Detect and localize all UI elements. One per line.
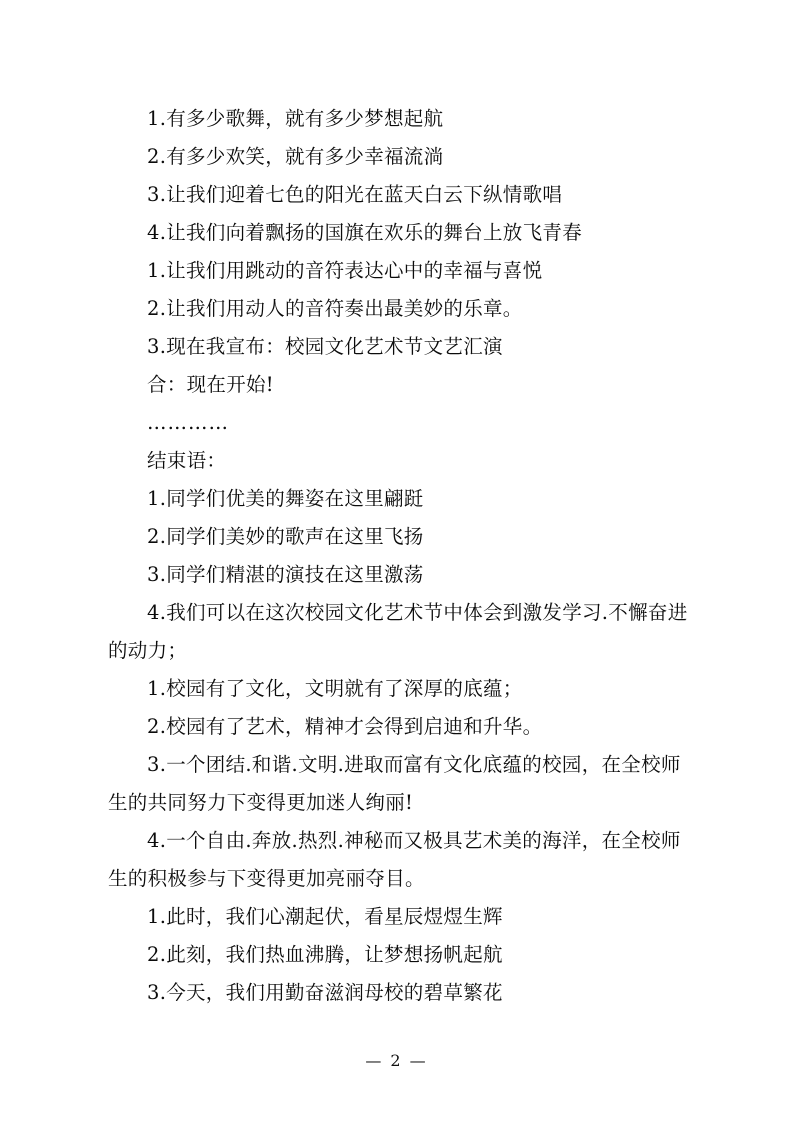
section-heading: 结束语：	[147, 449, 227, 472]
paragraph: 1.让我们用跳动的音符表达心中的幸福与喜悦	[147, 259, 543, 282]
paragraph: 1.有多少歌舞，就有多少梦想起航	[147, 107, 444, 130]
document-body	[108, 100, 688, 1012]
paragraph: 3.一个团结.和谐.文明.进取而富有文化底蕴的校园，在全校师生的共同努力下变得更加迷人绚丽!	[108, 753, 681, 814]
paragraph: 3.现在我宣布：校园文化艺术节文艺汇演	[147, 335, 503, 358]
paragraph: 4.我们可以在这次校园文化艺术节中体会到激发学习.不懈奋进的动力；	[108, 601, 688, 662]
page-number: — 2 —	[365, 1051, 428, 1070]
paragraph: 2.有多少欢笑，就有多少幸福流淌	[147, 145, 444, 168]
paragraph: 1.同学们优美的舞姿在这里翩跹	[147, 487, 424, 510]
paragraph: 2.此刻，我们热血沸腾，让梦想扬帆起航	[147, 943, 503, 966]
page-footer	[0, 1051, 793, 1070]
paragraph: 3.同学们精湛的演技在这里激荡	[147, 563, 424, 586]
paragraph: 3.让我们迎着七色的阳光在蓝天白云下纵情歌唱	[147, 183, 563, 206]
paragraph: 2.同学们美妙的歌声在这里飞扬	[147, 525, 424, 548]
ellipsis-line: …………	[147, 411, 229, 434]
paragraph: 1.校园有了文化，文明就有了深厚的底蕴；	[147, 677, 523, 700]
paragraph: 4.让我们向着飘扬的国旗在欢乐的舞台上放飞青春	[147, 221, 583, 244]
paragraph: 2.让我们用动人的音符奏出最美妙的乐章。	[147, 297, 523, 320]
paragraph: 1.此时，我们心潮起伏，看星辰煜煜生辉	[147, 905, 503, 928]
paragraph: 4.一个自由.奔放.热烈.神秘而又极具艺术美的海洋，在全校师生的积极参与下变得更加亮丽夺目。	[108, 829, 681, 890]
paragraph: 合：现在开始!	[147, 373, 274, 396]
paragraph: 2.校园有了艺术，精神才会得到启迪和升华。	[147, 715, 543, 738]
paragraph: 3.今天，我们用勤奋滋润母校的碧草繁花	[147, 981, 503, 1004]
